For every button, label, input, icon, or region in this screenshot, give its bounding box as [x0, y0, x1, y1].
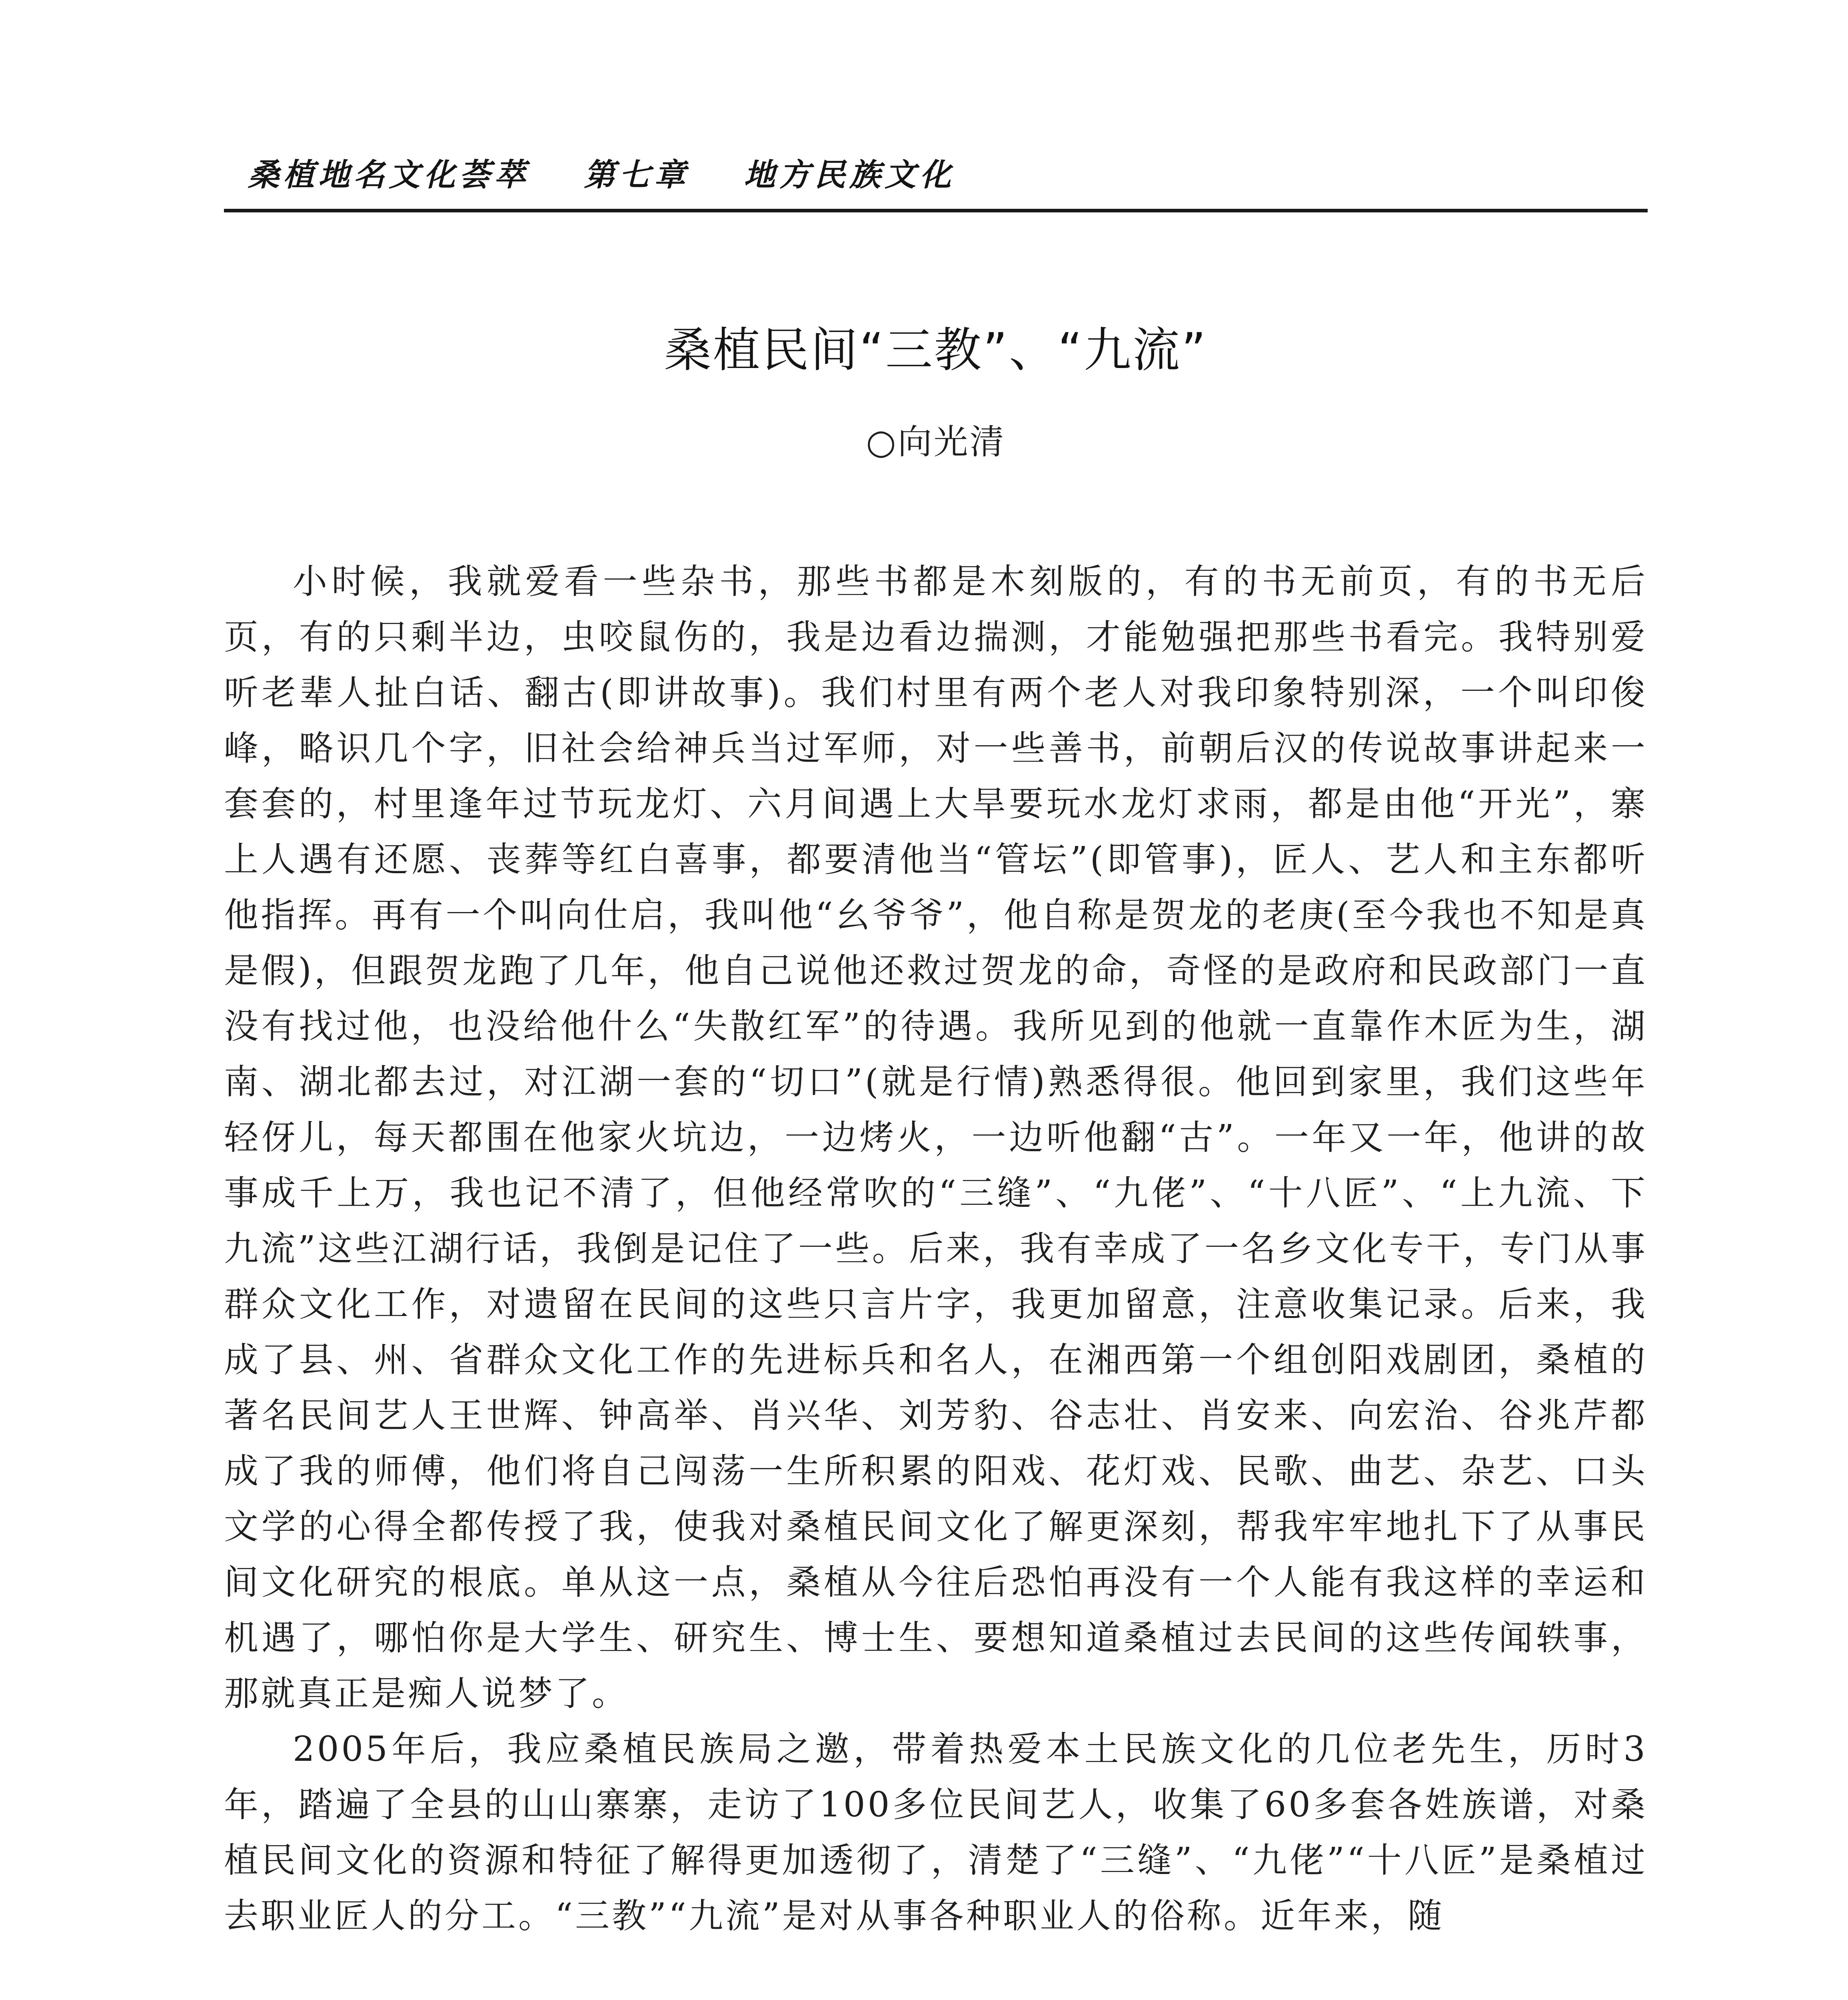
header-book-title: 桑植地名文化荟萃 — [248, 157, 530, 193]
paragraph: 小时候，我就爱看一些杂书，那些书都是木刻版的，有的书无前页，有的书无后页，有的只剩半边，虫咬鼠伤的，我是边看边揣测，才能勉强把那些书看完。我特别爱听老辈人扯白话、翻古(即讲故事)。我们村里有两个老人对我印象特别深，一个叫印俊峰，略识几个字，旧社会给神兵当过军师，对一些善书，前朝后汉的传说故事讲起来一套套的，村里逢年过节玩龙灯、六月间遇上大旱要玩水龙灯求雨，都是由他“开光”，寨上人遇有还愿、丧葬等红白喜事，都要清他当“管坛”(即管事)，匠人、艺人和主东都听他指挥。再有一个叫向仕启，我叫他“幺爷爷”，他自称是贺龙的老庚(至今我也不知是真是假)，但跟贺龙跑了几年，他自己说他还救过贺龙的命，奇怪的是政府和民政部门一直没有找过他，也没给他什么“失散红军”的待遇。我所见到的他就一直靠作木匠为生，湖南、湖北都去过，对江湖一套的“切口”(就是行情)熟悉得很。他回到家里，我们这些年轻伢儿，每天都围在他家火坑边，一边烤火，一边听他翻“古”。一年又一年，他讲的故事成千上万，我也记不清了，但他经常吹的“三缝”、“九佬”、“十八匠”、“上九流、下九流”这些江湖行话，我倒是记住了一些。后来，我有幸成了一名乡文化专干，专门从事群众文化工作，对遗留在民间的这些只言片字，我更加留意，注意收集记录。后来，我成了县、州、省群众文化工作的先进标兵和名人，在湘西第一个组创阳戏剧团，桑植的著名民间艺人王世辉、钟高举、肖兴华、刘芳豹、谷志壮、肖安来、向宏治、谷兆芹都成了我的师傅，他们将自己闯荡一生所积累的阳戏、花灯戏、民歌、曲艺、杂艺、口头文学的心得全都传授了我，使我对桑植民间文化了解更深刻，帮我牢牢地扎下了从事民间文化研究的根底。单从这一点，桑植从今往后恐怕再没有一个人能有我这样的幸运和机遇了，哪怕你是大学生、研究生、博士生、要想知道桑植过去民间的这些传闻轶事，那就真正是痴人说梦了。 — [224, 562, 1648, 1714]
header-chapter: 第七章 — [584, 157, 690, 193]
header-divider — [224, 209, 1648, 212]
article-body — [224, 554, 1648, 1944]
article-author: ○向光清 — [866, 422, 1006, 462]
header-section: 地方民族文化 — [744, 157, 955, 193]
running-header — [224, 150, 1648, 210]
article-title: 桑植民间“三教”、“九流” — [664, 322, 1208, 378]
paragraph: 2005年后，我应桑植民族局之邀，带着热爱本土民族文化的几位老先生，历时3年，踏遍了全县的山山寨寨，走访了100多位民间艺人，收集了60多套各姓族谱，对桑植民间文化的资源和特征了解得更加透彻了，清楚了“三缝”、“九佬”“十八匠”是桑植过去职业匠人的分工。“三教”“九流”是对从事各种职业人的俗称。近年来，随 — [224, 1729, 1648, 1936]
